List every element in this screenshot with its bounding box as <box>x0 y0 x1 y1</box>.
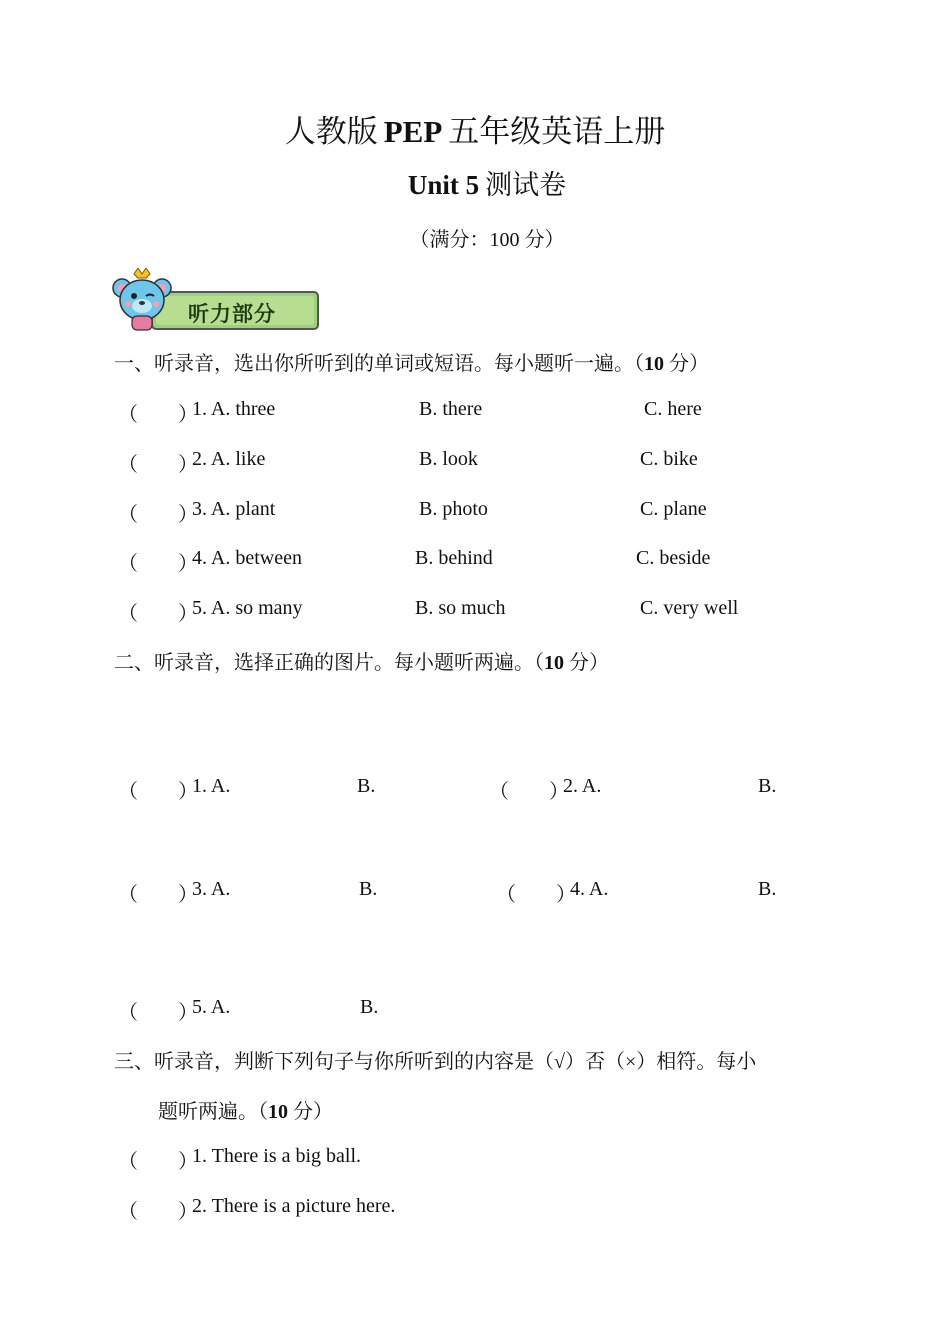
p1-q2-b: B. look <box>419 448 478 470</box>
p2-q5-a: 5. A. <box>192 996 231 1018</box>
p1-q4-paren[interactable]: （ ） <box>118 553 198 575</box>
p1-q3-c: C. plane <box>640 498 707 520</box>
part2-title <box>114 646 609 675</box>
p2-q1-b: B. <box>357 775 376 797</box>
p3-q1-paren[interactable]: （ ） <box>118 1151 198 1173</box>
p1-q4-a: 4. A. between <box>192 547 302 569</box>
p1-q1-paren[interactable]: （ ） <box>118 404 198 426</box>
full-score: （满分：100 分） <box>409 229 565 251</box>
p2-q4-paren[interactable]: （ ） <box>496 884 576 906</box>
p1-q1-a: 1. A. three <box>192 398 276 420</box>
listening-section-badge <box>112 268 322 334</box>
p1-q5-a: 5. A. so many <box>192 597 303 619</box>
subtitle-bold: Unit 5 <box>407 170 480 200</box>
p1-q1-c: C. here <box>644 398 702 420</box>
p3-q2-paren[interactable]: （ ） <box>118 1201 198 1223</box>
part2-points: 10 <box>544 652 564 674</box>
p1-q2-a: 2. A. like <box>192 448 266 470</box>
p2-q3-paren[interactable]: （ ） <box>118 884 198 906</box>
p1-q2-paren[interactable]: （ ） <box>118 454 198 476</box>
p2-q2-paren[interactable]: （ ） <box>489 781 569 803</box>
title-bold: PEP <box>383 114 443 149</box>
title-suffix: 五年级英语上册 <box>448 114 666 149</box>
p2-q2-a: 2. A. <box>563 775 602 797</box>
p2-q2-b: B. <box>758 775 777 797</box>
p1-q5-paren[interactable]: （ ） <box>118 603 198 625</box>
part2-title-end: 分） <box>564 652 609 674</box>
p2-q1-paren[interactable]: （ ） <box>118 781 198 803</box>
page-subtitle <box>0 163 950 202</box>
subtitle-suffix: 测试卷 <box>485 170 567 200</box>
p1-q4-b: B. behind <box>415 547 493 569</box>
badge-label: 听力部分 <box>188 302 276 326</box>
p1-q4-c: C. beside <box>636 547 711 569</box>
p1-q5-b: B. so much <box>415 597 506 619</box>
part1-title-text: 一、听录音，选出你所听到的单词或短语。每小题听一遍。（ <box>114 353 644 375</box>
p1-q3-paren[interactable]: （ ） <box>118 504 198 526</box>
p2-q4-b: B. <box>758 878 777 900</box>
page-title <box>0 106 950 151</box>
p2-q3-a: 3. A. <box>192 878 231 900</box>
part3-points: 10 <box>268 1101 288 1123</box>
p1-q2-c: C. bike <box>640 448 698 470</box>
p2-q5-paren[interactable]: （ ） <box>118 1002 198 1024</box>
part3-title-text: 题听两遍。（ <box>158 1101 268 1123</box>
part2-title-text: 二、听录音，选择正确的图片。每小题听两遍。（ <box>114 652 544 674</box>
p1-q5-c: C. very well <box>640 597 739 619</box>
part3-title-line1: 三、听录音，判断下列句子与你所听到的内容是（√）否（×）相符。每小 <box>114 1051 757 1073</box>
p2-q5-b: B. <box>360 996 379 1018</box>
part3-title-end: 分） <box>288 1101 333 1123</box>
p2-q3-b: B. <box>359 878 378 900</box>
p1-q1-b: B. there <box>419 398 483 420</box>
p2-q1-a: 1. A. <box>192 775 231 797</box>
p3-q2-text: 2. There is a picture here. <box>192 1195 396 1217</box>
part1-points: 10 <box>644 353 664 375</box>
part1-title-end: 分） <box>664 353 709 375</box>
p1-q3-a: 3. A. plant <box>192 498 276 520</box>
part3-title-line2 <box>158 1095 333 1124</box>
p1-q3-b: B. photo <box>419 498 488 520</box>
p3-q1-text: 1. There is a big ball. <box>192 1145 362 1167</box>
p2-q4-a: 4. A. <box>570 878 609 900</box>
title-prefix: 人教版 <box>284 114 378 149</box>
part1-title <box>114 347 709 376</box>
